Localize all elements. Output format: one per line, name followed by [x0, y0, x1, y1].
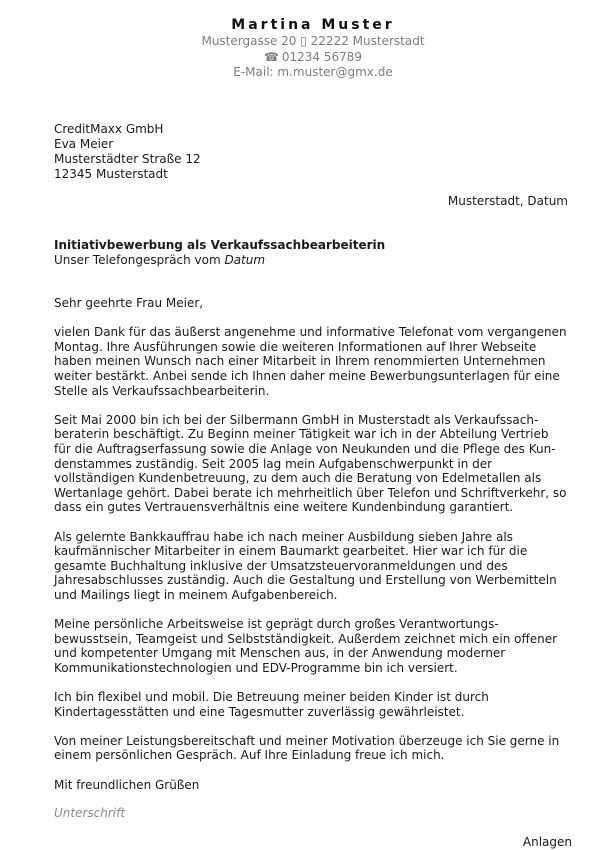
paragraph-line: Jahresabschlusses zuständig. Auch die Gestaltung und Erstellung von Werbemitteln	[54, 573, 557, 588]
paragraph-line: Montag. Ihre Ausführungen sowie die weiteren Informationen auf Ihrer Webseite	[54, 339, 537, 354]
paragraph-line: Wertanlage gehört. Dabei berate ich mehrheitlich über Telefon und Schriftverkehr, so	[54, 485, 567, 500]
paragraph-line: gesamte Buchhaltung inklusive der Umsatzsteuervoranmeldungen und des	[54, 558, 508, 573]
paragraph-line: und kompetenter Umgang mit Menschen aus, in der Anwendung moderner	[54, 646, 506, 661]
paragraph-line: Ich bin flexibel und mobil. Die Betreuung meiner beiden Kinder ist durch	[54, 690, 489, 705]
subject-reference-date: Datum	[224, 253, 266, 267]
paragraph-line: Kindertagesstätten und eine Tagesmutter zuverlässig gewährleistet.	[54, 704, 465, 719]
body-paragraph	[54, 325, 584, 398]
sender-phone: 01234 56789	[281, 49, 363, 64]
subject-block	[54, 238, 385, 268]
sender-email: E-Mail: m.muster@gmx.de	[233, 65, 393, 79]
sender-name: Martina Muster	[231, 17, 395, 33]
phone-icon: ☎	[263, 49, 279, 64]
paragraph-line: denstammes zuständig. Seit 2005 lag mein Aufgabenschwerpunkt in der	[54, 456, 493, 471]
attachments-label: Anlagen	[522, 835, 572, 849]
recipient-person: Eva Meier	[54, 137, 114, 151]
paragraph-line: und Mailings liegt in meinem Aufgabenbereich.	[54, 587, 338, 602]
paragraph-line: Meine persönliche Arbeitsweise ist geprägt durch großes Verantwortungs-	[54, 617, 499, 632]
recipient-city: 12345 Musterstadt	[54, 167, 168, 181]
sender-address: Mustergasse 20 ▯ 22222 Musterstadt	[201, 34, 425, 48]
paragraph-line: weiter bestärkt. Anbei sende ich Ihnen daher meine Bewerbungsunterlagen für eine	[54, 368, 560, 383]
recipient-company: CreditMaxx GmbH	[54, 122, 164, 136]
salutation: Sehr geehrte Frau Meier,	[54, 296, 204, 310]
paragraph-line: Stelle als Verkaufssachbearbeiterin.	[54, 383, 270, 398]
paragraph-line: dass ein gutes Vertrauensverhältnis eine weitere Kundenbindung garantiert.	[54, 500, 514, 515]
letter-body	[54, 296, 584, 807]
paragraph-line: für die Auftragserfassung sowie die Anlage von Neukunden und die Pflege des Kun-	[54, 441, 556, 456]
subject-title: Initiativbewerbung als Verkaufssachbearbeiterin	[54, 238, 386, 252]
paragraph-line: vielen Dank für das äußerst angenehme und informative Telefonat vom vergangenen	[54, 325, 567, 340]
letter-date: Musterstadt, Datum	[447, 194, 568, 208]
recipient-block	[54, 122, 201, 182]
sender-phone-line	[26, 50, 600, 66]
subject-reference	[54, 253, 385, 268]
subject-reference-prefix: Unser Telefongespräch vom	[54, 253, 225, 267]
body-paragraph	[54, 617, 584, 675]
paragraph-line: Von meiner Leistungsbereitschaft und meiner Motivation überzeuge ich Sie gerne in	[54, 733, 560, 748]
body-paragraph	[54, 734, 584, 763]
paragraph-line: Kommunikationstechnologien und EDV-Programme bin ich versiert.	[54, 660, 458, 675]
recipient-street: Musterstädter Straße 12	[54, 152, 201, 166]
body-paragraph	[54, 413, 584, 515]
body-paragraph	[54, 690, 584, 719]
paragraph-line: kaufmännischer Mitarbeiter in einem Baumarkt gearbeitet. Hier war ich für die	[54, 544, 528, 559]
paragraph-line: einem persönlichen Gespräch. Auf Ihre Einladung freue ich mich.	[54, 748, 445, 763]
closing: Mit freundlichen Grüßen	[54, 777, 200, 792]
paragraph-line: Seit Mai 2000 bin ich bei der Silbermann GmbH in Musterstadt als Verkaufssach-	[54, 412, 539, 427]
body-paragraph	[54, 530, 584, 603]
signature: Unterschrift	[54, 806, 126, 820]
sender-block	[0, 16, 600, 81]
paragraph-line: haben meinen Wunsch nach einer Mitarbeit in Ihrem renommierten Unternehmen	[54, 354, 546, 369]
paragraph-line: beraterin beschäftigt. Zu Beginn meiner Tätigkeit war ich in der Abteilung Vertrieb	[54, 427, 549, 442]
paragraph-line: vollständigen Kundenbetreuung, zu dem auch die Beratung von Edelmetallen als	[54, 471, 542, 486]
paragraph-line: Als gelernte Bankkauffrau habe ich nach meiner Ausbildung sieben Jahre als	[54, 529, 513, 544]
paragraph-line: bewusstsein, Teamgeist und Selbstständigkeit. Außerdem zeichnet mich ein offener	[54, 631, 558, 646]
